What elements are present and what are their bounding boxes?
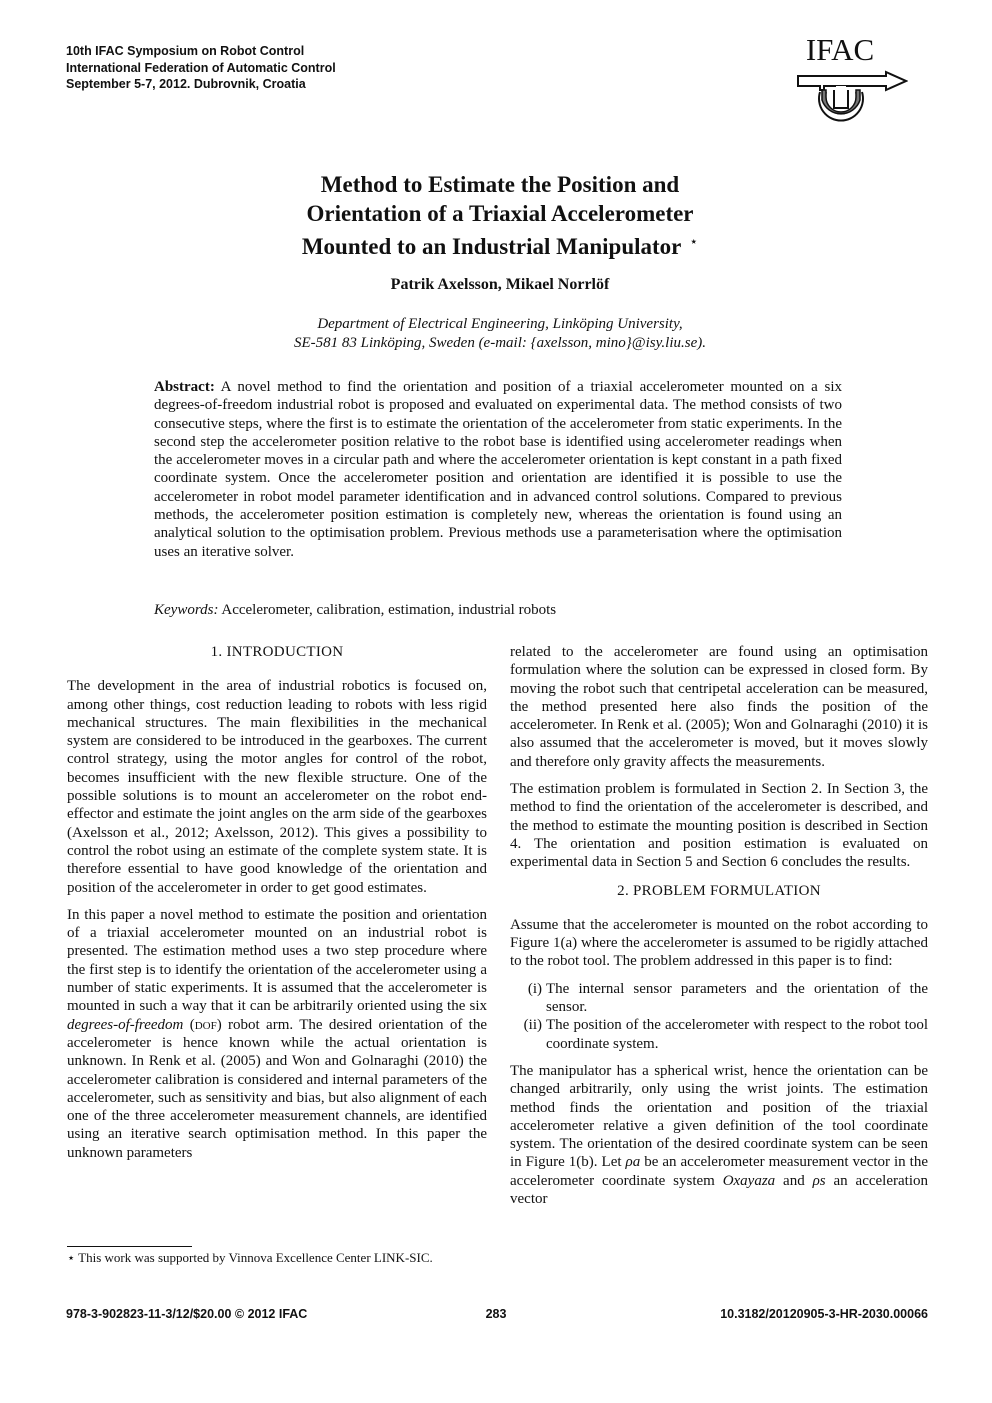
title-line-1: Method to Estimate the Position and [320, 172, 680, 197]
keywords [154, 602, 842, 619]
section-heading-introduction: 1. INTRODUCTION [210, 644, 344, 660]
dof-term: degrees-of-freedom [67, 1016, 184, 1033]
left-column [67, 643, 487, 1171]
problem-paragraph-2-part-a: The manipulator has a spherical wrist, hence the orientation can be changed arbitrarily, only using the wrist joints. The estimation method finds the orientation and position of the triaxial accelerometer relative a given definition of the tool coordinate system. The orientation of the desired coordinate system can be seen in Figure 1(b). Let [510, 1062, 928, 1171]
section-heading-problem-formulation: 2. PROBLEM FORMULATION [617, 882, 821, 899]
intro-paragraph-4: The estimation problem is formulated in Section 2. In Section 3, the method to find the orientation of the accelerometer is described, and the method to estimate the mounting position is described in Section 4. The orientation and position estimation is evaluated on experimental data in Section 5 and Section 6 concludes the results. [510, 781, 928, 871]
footnote [67, 1249, 487, 1266]
abstract [154, 378, 842, 561]
intro-paragraph-2-part-b: robot arm. The desired orientation of the accelerometer is hence known while the actual orientation is unknown. In Renk et al. (2005) and Won and Golnaraghi (2010) the accelerometer calibration is considered and internal parameters of the accelerometer, such as sensitivity and bias, but also alignment of each one of the three accelerometer measurement channels, are identified using an iterative search optimisation method. In this paper the unknown parameters [67, 1016, 487, 1161]
authors: Patrik Axelsson, Mikael Norrlöf [390, 276, 610, 293]
conference-header [66, 43, 336, 93]
intro-paragraph-2 [67, 906, 487, 1162]
rho-a-symbol: ρa [625, 1154, 641, 1171]
affiliation [150, 315, 850, 353]
keywords-label: Keywords: [154, 602, 219, 618]
rho-s-symbol: ρs [812, 1172, 826, 1189]
footer-page-number: 283 [485, 1307, 507, 1321]
ifac-logo-text: IFAC [805, 34, 875, 67]
keywords-text: Accelerometer, calibration, estimation, industrial robots [218, 602, 557, 618]
problem-paragraph-2-part-b: be an accelerometer measurement vector in the accelerometer coordinate system [510, 1154, 928, 1189]
intro-paragraph-3: related to the accelerometer are found using an optimisation formulation where the solution can be expressed in closed form. By moving the robot such that centripetal acceleration can be measured, the method presented here also finds the position of the accelerometer. In Renk et al. (2005); Won and Golnaraghi (2010) it is also assumed that the accelerometer is moved, but it moves slowly and therefore only gravity affects the measurements. [510, 644, 928, 770]
title-line-3-text: Mounted to an Industrial Manipulator [301, 234, 682, 259]
problem-list [510, 980, 928, 1053]
problem-paragraph-2-part-d: an acceleration vector [510, 1172, 928, 1208]
paper-title [150, 170, 850, 261]
header-line-1: 10th IFAC Symposium on Robot Control [66, 44, 305, 58]
header-line-2: International Federation of Automatic Control [66, 60, 336, 75]
footer-doi: 10.3182/20120905-3-HR-2030.00066 [720, 1307, 928, 1321]
intro-paragraph-1: The development in the area of industrial robotics is focused on, among other things, cost reduction leading to robots with less rigid mechanical structures. The main flexibilities in the mechanical system are considered to be introduced in the gearboxes. The current control strategy, using the motor angles for control of the robot, becomes insufficient with the new flexible structure. One of the possible solutions is to mount an accelerometer on the robot end-effector and estimate the joint angles on the arm side of the gearboxes (Axelsson et al., 2012; Axelsson, 2012). This gives a possibility to control the robot using an estimate of the complete system state. It is therefore essential to have good knowledge of the orientation and position of the accelerometer in order to get good estimates. [67, 678, 487, 896]
problem-paragraph-2-part-c: and [775, 1172, 813, 1189]
affiliation-line-2: SE-581 83 Linköping, Sweden (e-mail: {axelsson, mino}@isy.liu.se). [294, 335, 706, 351]
dof-abbreviation: (dof) [189, 1016, 222, 1033]
right-column [510, 643, 928, 1217]
list-item-text: The internal sensor parameters and the orientation of the sensor. [546, 980, 928, 1016]
intro-paragraph-2-part-a: In this paper a novel method to estimate the position and orientation of a triaxial accelerometer mounted on an industrial robot is presented. The estimation method uses a two step procedure where the first step is to identify the orientation of the accelerometer using a number of static experiments. It is assumed that the accelerometer is mounted in such a way that it can be arbitrarily oriented using the six [67, 906, 487, 1015]
ifac-logo [776, 34, 908, 126]
abstract-text: A novel method to find the orientation and position of a triaxial accelerometer mounted on a six degrees-of-freedom industrial robot is proposed and evaluated on experimental data. The method consists of two consecutive steps, where the first is to estimate the orientation of the accelerometer from static experiments. In the second step the accelerometer position relative to the robot base is identified using accelerometer readings when the accelerometer moves in a circular path and where the accelerometer orientation is kept constant in a path fixed coordinate system. Once the accelerometer position and orientation are identified it is possible to use the accelerometer in robot model parameter identification and in advanced control solutions. Compared to previous methods, the accelerometer position estimation is completely new, whereas the orientation is found using an analytical solution to the optimisation problem. Previous methods use a parameterisation where the optimisation uses an iterative solver. [154, 379, 842, 560]
list-item-number: (ii) [523, 1017, 542, 1034]
problem-paragraph-1: Assume that the accelerometer is mounted on the robot according to Figure 1(a) where the accelerometer is assumed to be rigidly attached to the robot tool. The problem addressed in this paper is to find: [510, 916, 928, 970]
title-line-2: Orientation of a Triaxial Accelerometer [306, 201, 694, 226]
list-item-number: (i) [527, 980, 542, 997]
title-footnote-marker: ⋆ [689, 235, 699, 250]
title-line-3 [150, 228, 850, 261]
list-item-text: The position of the accelerometer with respect to the robot tool coordinate system. [546, 1017, 928, 1052]
list-item [510, 980, 928, 1017]
abstract-label: Abstract: [154, 379, 215, 395]
problem-paragraph-2 [510, 1062, 928, 1208]
footnote-marker: ⋆ [67, 1250, 76, 1265]
footnote-rule [67, 1246, 192, 1247]
accelerometer-frame-symbol: Oxayaza [722, 1172, 776, 1189]
affiliation-line-1: Department of Electrical Engineering, Linköping University, [317, 316, 683, 332]
footer-isbn: 978-3-902823-11-3/12/$20.00 © 2012 IFAC [66, 1307, 308, 1321]
footnote-text: This work was supported by Vinnova Excellence Center LINK-SIC. [75, 1250, 433, 1265]
list-item [510, 1016, 928, 1053]
header-line-3: September 5-7, 2012. Dubrovnik, Croatia [66, 77, 306, 91]
